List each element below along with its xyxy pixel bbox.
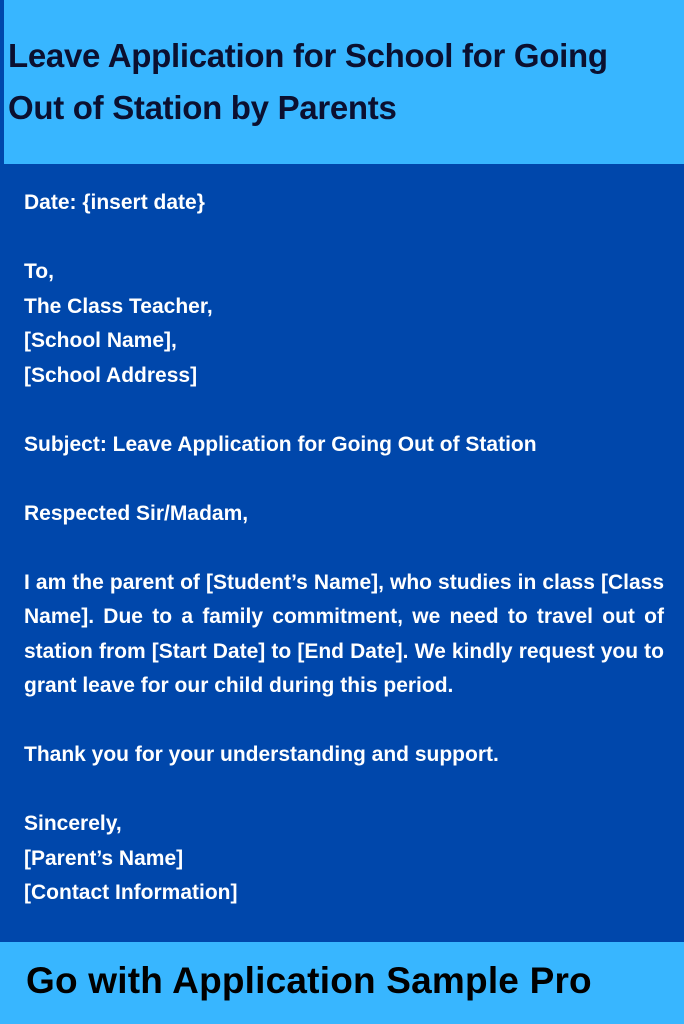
- page-title: [8, 30, 676, 134]
- footer-banner: [0, 942, 684, 1024]
- spacer: [24, 393, 664, 428]
- letter-subject: Subject: Leave Application for Going Out of Station: [24, 432, 537, 456]
- letter-to: To,: [24, 260, 54, 283]
- letter-recipient: The Class Teacher,: [24, 294, 213, 318]
- letter-thanks: Thank you for your understanding and support.: [24, 743, 499, 766]
- letter-closing: Sincerely,: [24, 812, 122, 835]
- letter-school-address: [School Address]: [24, 363, 198, 387]
- letter-date: Date: {insert date}: [24, 191, 205, 214]
- footer-brand-text: Go with Application Sample Pro: [26, 960, 592, 1001]
- letter-body: [24, 186, 664, 911]
- letter-school-name: [School Name],: [24, 329, 177, 352]
- spacer: [24, 773, 664, 808]
- spacer: [24, 221, 664, 256]
- letter-salutation: Respected Sir/Madam,: [24, 501, 249, 525]
- spacer: [24, 704, 664, 739]
- letter-parent-name: [Parent’s Name]: [24, 846, 184, 870]
- letter-contact: [Contact Information]: [24, 881, 238, 904]
- spacer: [24, 462, 664, 497]
- spacer: [24, 531, 664, 566]
- header-banner: [0, 0, 684, 164]
- letter-paragraph: I am the parent of [Student’s Name], who studies in class [Class Name]. Due to a family commitment, we need to travel out of station from [Start Date] to [End Date]. We kindly request you to grant leave for our child during this period.: [24, 570, 664, 697]
- title-line-1: Leave Application for School for Going: [8, 37, 608, 74]
- title-line-2: Out of Station by Parents: [8, 89, 397, 126]
